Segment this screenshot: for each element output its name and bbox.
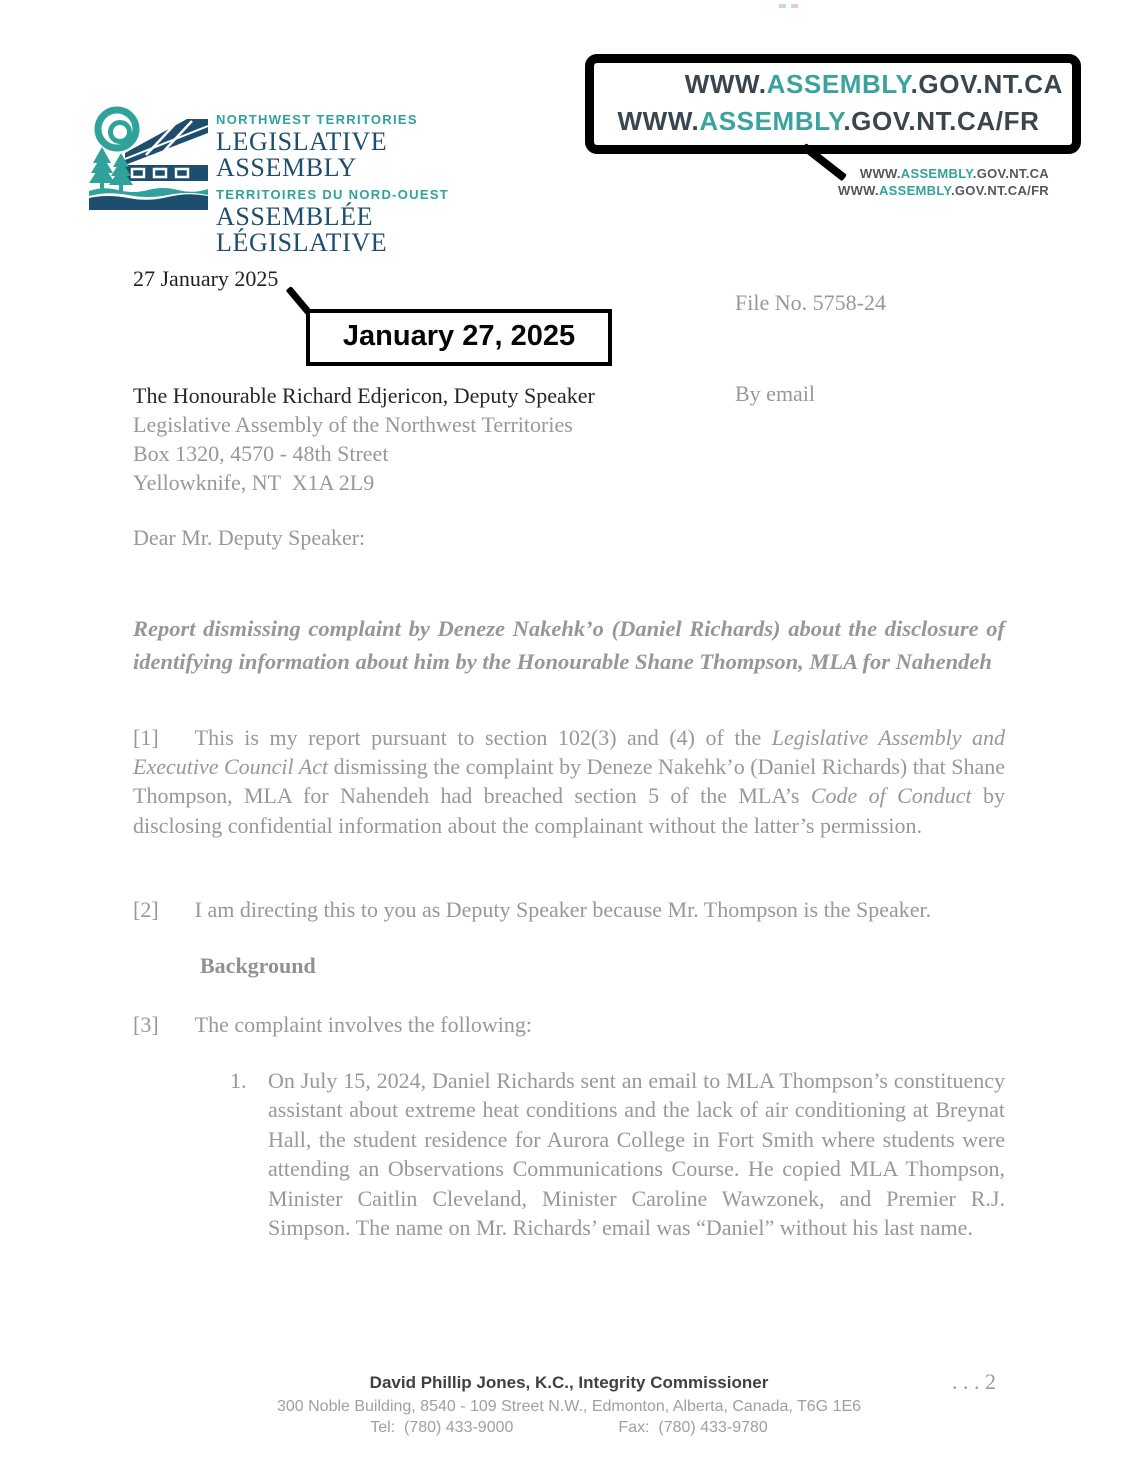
complaint-list-item-1 (133, 1066, 1005, 1242)
recipient-address-block (133, 381, 595, 497)
letterhead-urls (838, 165, 1049, 199)
letterhead-url-fr: WWW.ASSEMBLY.GOV.NT.CA/FR (838, 183, 1049, 198)
footer-address: 300 Noble Building, 8540 - 109 Street N.W., Edmonton, Alberta, Canada, T6G 1E6 (276, 1398, 862, 1415)
logo-en-territory: NORTHWEST TERRITORIES (216, 112, 418, 127)
recipient-name: The Honourable Richard Edjericon, Deputy Speaker (133, 383, 595, 408)
footer-fax: Fax: (780) 433-9780 (618, 1419, 768, 1436)
subject-line: Report dismissing complaint by Deneze Nakehk’o (Daniel Richards) about the disclosure of identifying information about him by the Honourable Shane Thompson, MLA for Nahendeh (133, 616, 1005, 674)
list-item-1-text: On July 15, 2024, Daniel Richards sent an email to MLA Thompson’s constituency assistant about extreme heat conditions and the lack of air conditioning at Breynat Hall, the student residence for Aurora College in Fort Smith where students were attending an Observations Communications Course. He copied MLA Thompson, Minister Caitlin Cleveland, Minister Caroline Wawzonek, and Premier R.J. Simpson. The name on Mr. Richards’ email was “Daniel” without his last name. (268, 1068, 1005, 1241)
salutation: Dear Mr. Deputy Speaker: (133, 525, 366, 550)
legislative-assembly-logo (88, 103, 528, 263)
logo-fr-name: ASSEMBLÉE LÉGISLATIVE (216, 202, 388, 257)
url-annotation-box (585, 54, 1081, 154)
scan-artifact (779, 4, 786, 8)
logo-wordmark (216, 103, 528, 263)
recipient-street: Box 1320, 4570 - 48th Street (133, 441, 389, 466)
assembly-building-icon (88, 103, 210, 263)
paragraph-3-number: [3] (133, 1012, 159, 1037)
file-number: File No. 5758-24 (735, 290, 886, 315)
list-item-1-number: 1. (230, 1068, 247, 1093)
footer-block (133, 1373, 1005, 1437)
date-annotation-box: January 27, 2025 (306, 309, 612, 366)
paragraph-1-number: [1] (133, 725, 159, 750)
background-heading: Background (200, 953, 316, 978)
letter-date: 27 January 2025 (133, 266, 279, 291)
delivery-method: By email (735, 381, 816, 406)
recipient-org: Legislative Assembly of the Northwest Territories (133, 412, 573, 437)
scan-artifact (791, 4, 798, 8)
recipient-city: Yellowknife, NT X1A 2L9 (133, 470, 375, 495)
paragraph-2-number: [2] (133, 897, 159, 922)
footer-commissioner-name: David Phillip Jones, K.C., Integrity Commissioner (369, 1373, 769, 1392)
url-large-fr: WWW.ASSEMBLY.GOV.NT.CA/FR (617, 106, 1040, 136)
paragraph-1: [1] This is my report pursuant to section 102(3) and (4) of the Legislative Assembly and Executive Council Act dismissing the complaint by Deneze Nakehk’o (Daniel Richards) that Shane Thompson, MLA for Nahendeh had breached section 5 of the MLA’s Code of Conduct by disclosing confidential information about the complainant without the latter’s permission. (133, 725, 1006, 838)
url-large-en: WWW.ASSEMBLY.GOV.NT.CA (684, 69, 1063, 99)
footer-tel: Tel: (780) 433-9000 (370, 1419, 514, 1436)
letterhead-url-en: WWW.ASSEMBLY.GOV.NT.CA (859, 166, 1049, 181)
footer-contact (133, 1419, 1005, 1437)
logo-en-name: LEGISLATIVE ASSEMBLY (216, 127, 388, 182)
logo-fr-territory: TERRITOIRES DU NORD-OUEST (216, 187, 450, 202)
page-continuation-marker: . . . 2 (952, 1369, 996, 1394)
paragraph-2: [2] I am directing this to you as Deputy Speaker because Mr. Thompson is the Speaker. (133, 897, 932, 922)
paragraph-3: [3] The complaint involves the following: (133, 1012, 532, 1037)
